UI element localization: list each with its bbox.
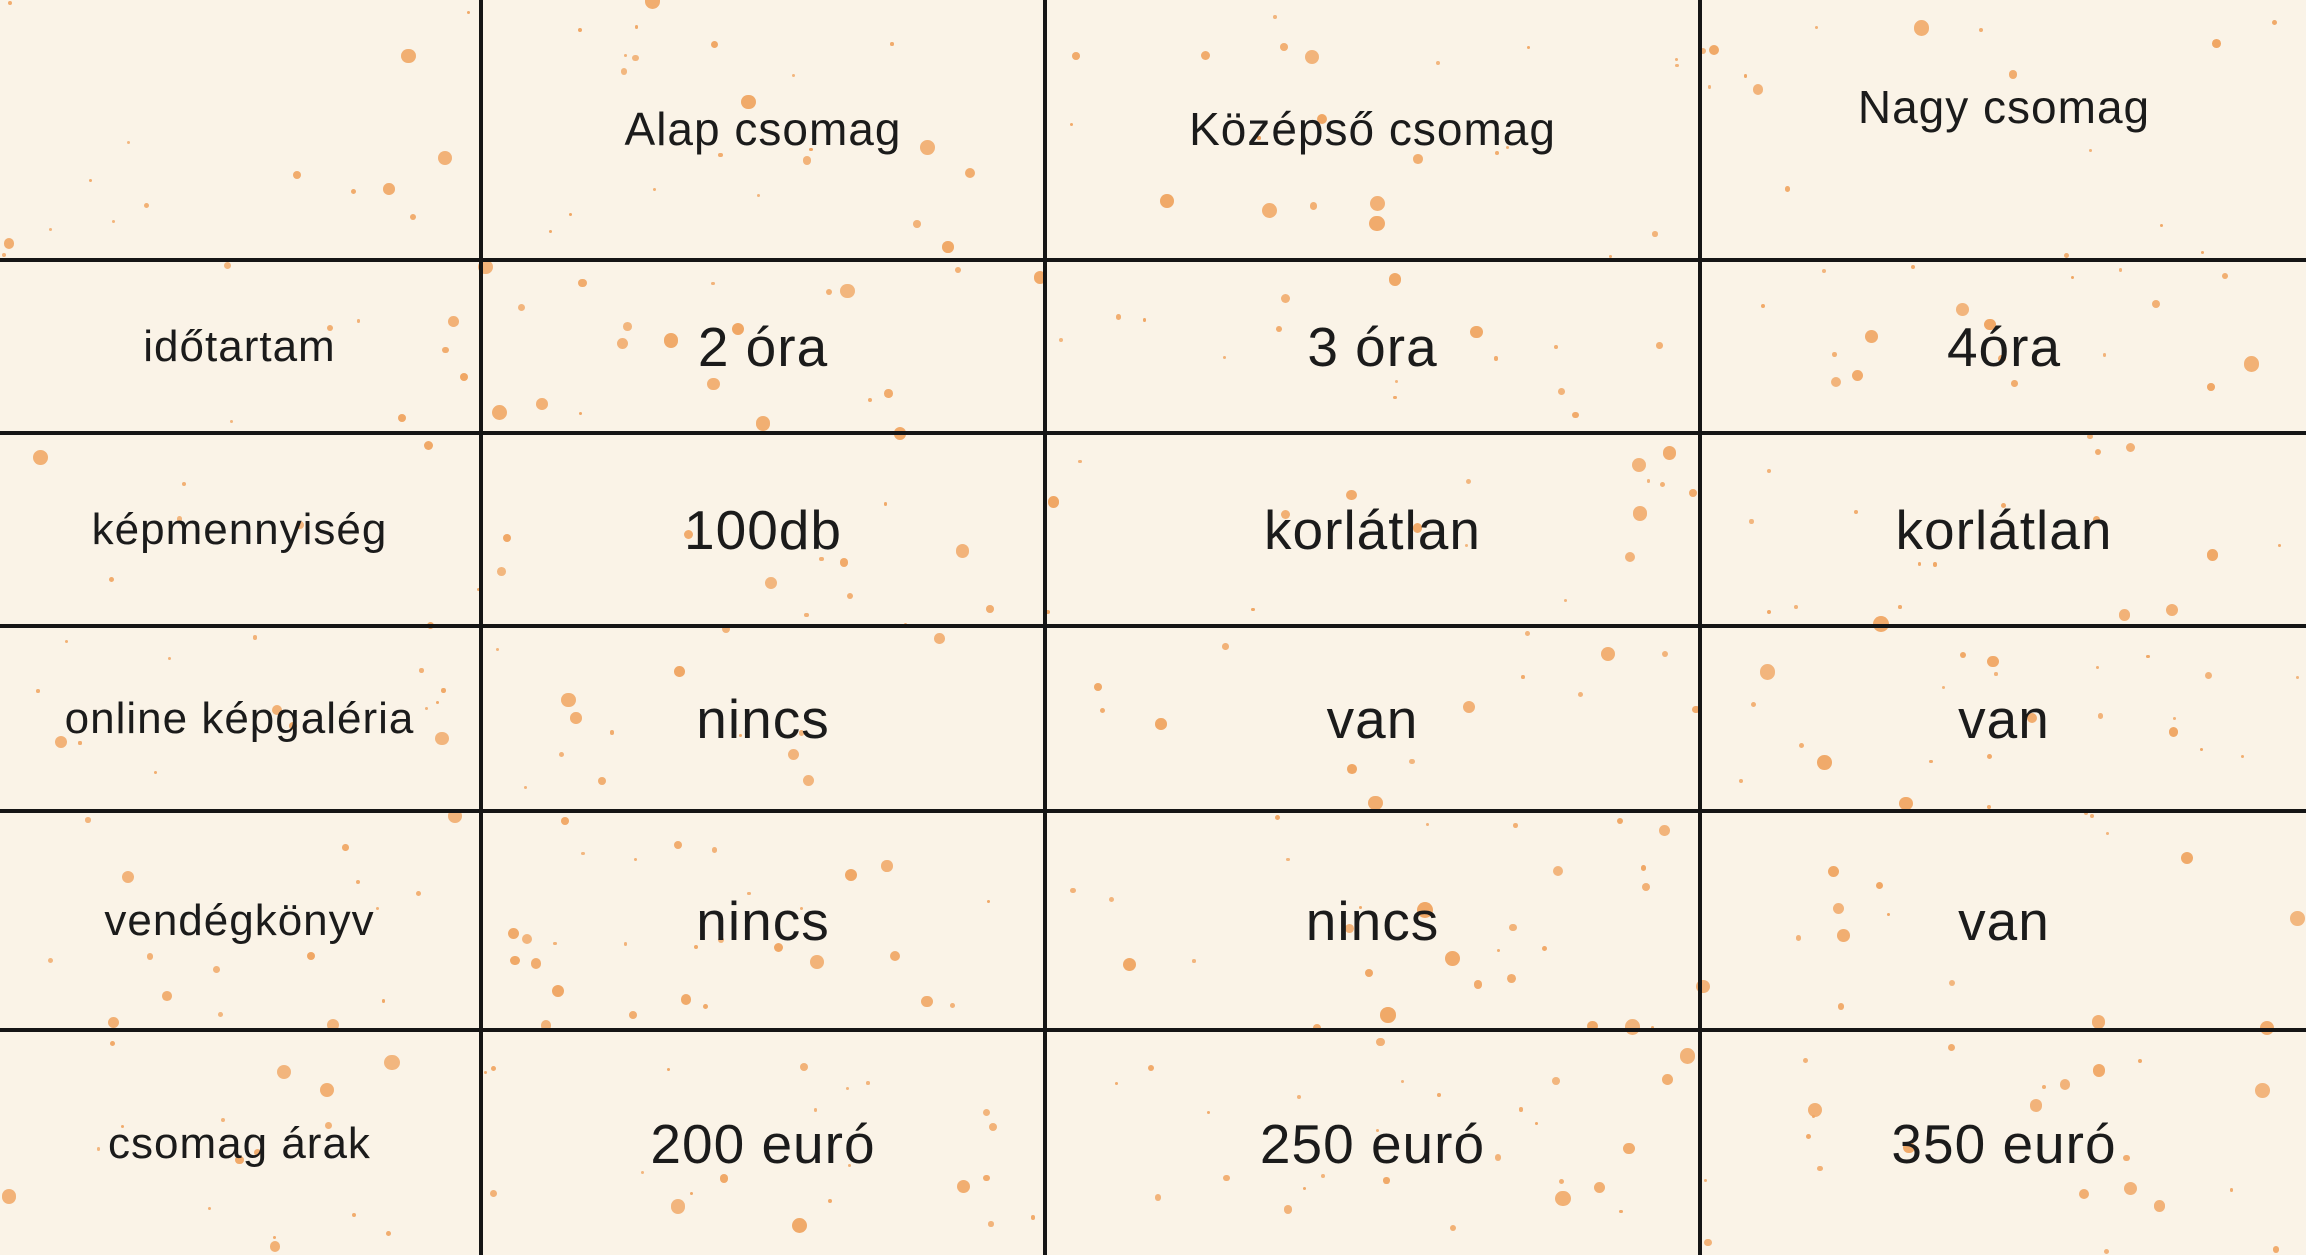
cell-vendegkonyv-nagy: van (1702, 813, 2306, 1032)
cell-csomag-arak-alap: 200 euró (483, 1032, 1047, 1255)
cell-kepmennyiseg-alap: 100db (483, 435, 1047, 628)
cell-online-kepgaleria-kozepso: van (1047, 628, 1702, 813)
cell-kepmennyiseg-nagy: korlátlan (1702, 435, 2306, 628)
cell-vendegkonyv-alap: nincs (483, 813, 1047, 1032)
row-label-idotartam: időtartam (0, 262, 483, 435)
cell-idotartam-kozepso: 3 óra (1047, 262, 1702, 435)
cell-kepmennyiseg-kozepso: korlátlan (1047, 435, 1702, 628)
row-label-online-kepgaleria: online képgaléria (0, 628, 483, 813)
cell-online-kepgaleria-alap: nincs (483, 628, 1047, 813)
column-header-kozepso-csomag: Középső csomag (1047, 0, 1702, 262)
row-label-csomag-arak: csomag árak (0, 1032, 483, 1255)
header-empty-cell (0, 0, 483, 262)
cell-idotartam-nagy: 4óra (1702, 262, 2306, 435)
cell-online-kepgaleria-nagy: van (1702, 628, 2306, 813)
cell-csomag-arak-kozepso: 250 euró (1047, 1032, 1702, 1255)
column-header-nagy-csomag: Nagy csomag (1702, 0, 2306, 262)
column-header-alap-csomag: Alap csomag (483, 0, 1047, 262)
row-label-vendegkonyv: vendégkönyv (0, 813, 483, 1032)
cell-vendegkonyv-kozepso: nincs (1047, 813, 1702, 1032)
cell-csomag-arak-nagy: 350 euró (1891, 1112, 2117, 1175)
row-label-kepmennyiseg: képmennyiség (0, 435, 483, 628)
cell-idotartam-alap: 2 óra (483, 262, 1047, 435)
